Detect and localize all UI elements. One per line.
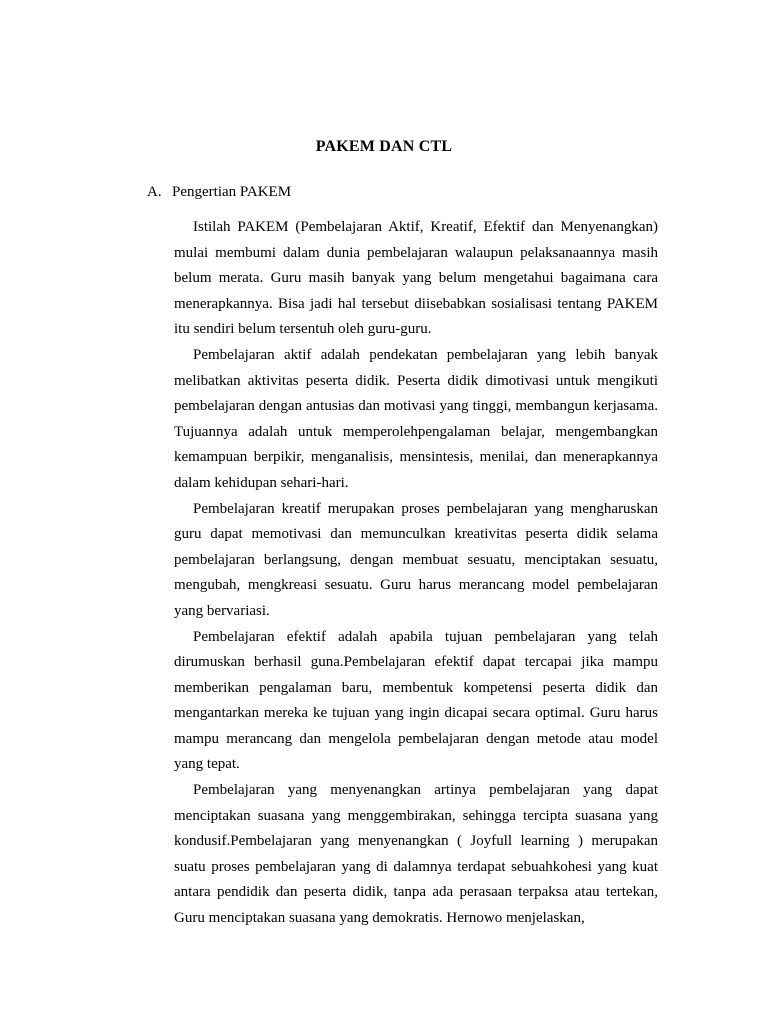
- section-number: A.: [147, 184, 162, 200]
- paragraph-1: Istilah PAKEM (Pembelajaran Aktif, Kreatif, Efektif dan Menyenangkan) mulai membumi dalam dunia pembelajaran walaupun pelaksanaannya masih belum merata. Guru masih banyak yang belum mengetahui bagaimana cara menerapkannya. Bisa jadi hal tersebut diisebabkan sosialisasi tentang PAKEM itu sendiri belum tersentuh oleh guru-guru.: [174, 219, 658, 338]
- section-heading-text: Pengertian PAKEM: [172, 184, 292, 200]
- body-text: [174, 215, 658, 932]
- document-title: PAKEM DAN CTL: [315, 138, 453, 155]
- paragraph-4: Pembelajaran efektif adalah apabila tujuan pembelajaran yang telah dirumuskan berhasil guna.Pembelajaran efektif dapat tercapai jika mampu memberikan pengalaman baru, membentuk kompetensi peserta didik dan mengantarkan mereka ke tujuan yang ingin dicapai secara optimal. Guru harus mampu merancang dan mengelola pembelajaran dengan metode atau model yang tepat.: [174, 628, 658, 773]
- section-heading: [147, 184, 291, 201]
- paragraph-3: Pembelajaran kreatif merupakan proses pembelajaran yang mengharuskan guru dapat memotivasi dan memunculkan kreativitas peserta didik selama pembelajaran berlangsung, dengan membuat sesuatu, menciptakan sesuatu, mengubah, mengkreasi sesuatu. Guru harus merancang model pembelajaran yang bervariasi.: [174, 500, 658, 619]
- paragraph-5: Pembelajaran yang menyenangkan artinya pembelajaran yang dapat menciptakan suasana yang menggembirakan, sehingga tercipta suasana yang kondusif.Pembelajaran yang menyenangkan ( Joyfull learning ) merupakan suatu proses pembelajaran yang di dalamnya terdapat sebuahkohesi yang kuat antara pendidik dan peserta didik, tanpa ada perasaan terpaksa atau tertekan, Guru menciptakan suasana yang demokratis. Hernowo menjelaskan,: [174, 782, 658, 927]
- paragraph-2: Pembelajaran aktif adalah pendekatan pembelajaran yang lebih banyak melibatkan aktivitas peserta didik. Peserta didik dimotivasi untuk mengikuti pembelajaran dengan antusias dan motivasi yang tinggi, membangun kerjasama. Tujuannya adalah untuk memperolehpengalaman belajar, mengembangkan kemampuan berpikir, menganalisis, mensintesis, menilai, dan menerapkannya dalam kehidupan sehari-hari.: [174, 346, 658, 491]
